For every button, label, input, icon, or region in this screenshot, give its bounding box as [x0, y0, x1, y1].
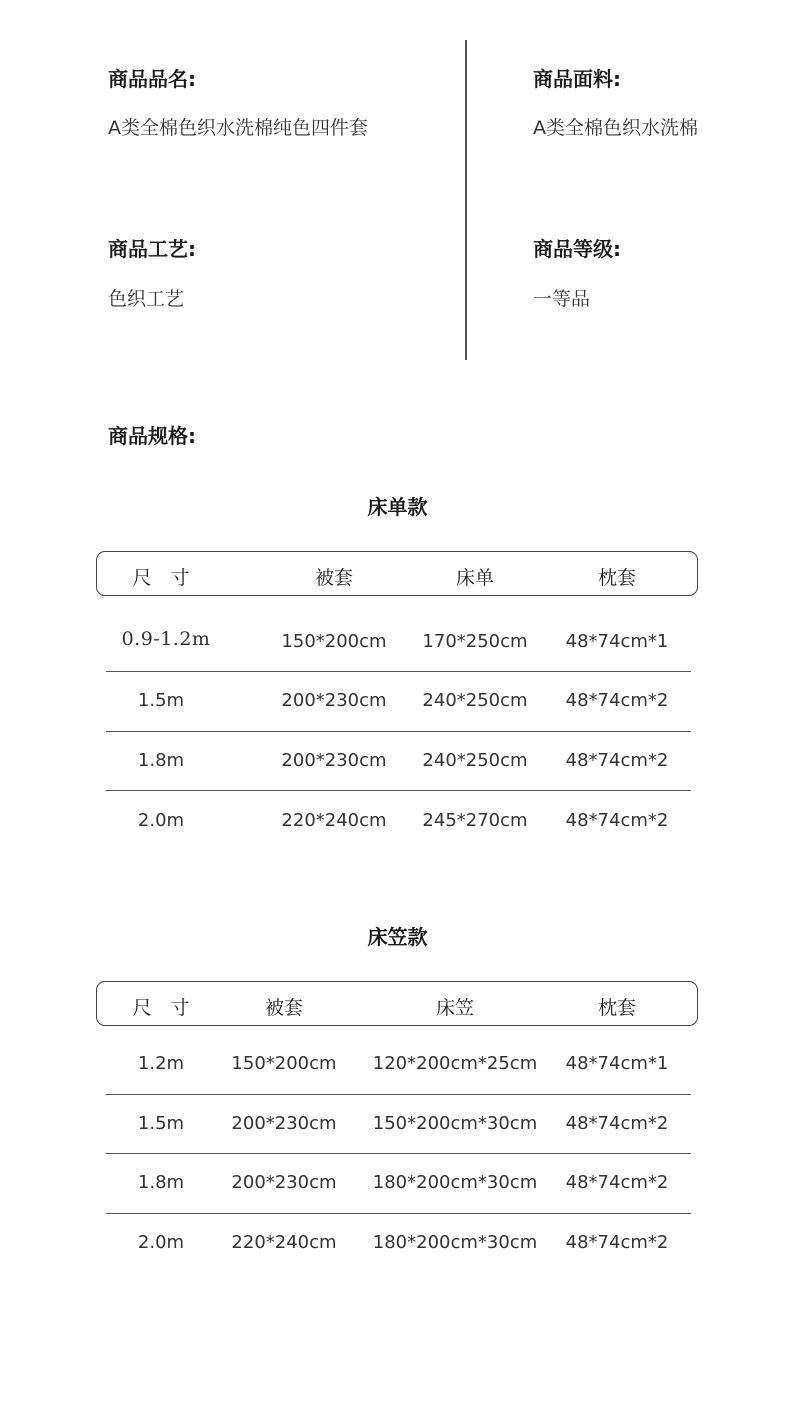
- sheet-row-2-size: 1.5m: [137, 690, 185, 711]
- sheet-row-4-pillowcase: 48*74cm*2: [565, 810, 669, 831]
- fitted-row-2-duvet: 200*230cm: [231, 1113, 337, 1134]
- sheet-row-4-duvet: 220*240cm: [281, 810, 387, 831]
- sheet-row-4-size: 2.0m: [137, 810, 185, 831]
- sheet-row-4-sheet: 245*270cm: [422, 810, 528, 831]
- sheet-row-divider: [106, 790, 691, 791]
- attributes-divider: [465, 40, 467, 360]
- sheet-table-title: 床单款: [367, 495, 428, 519]
- fitted-header-size: 尺 寸: [132, 997, 190, 1019]
- fitted-row-3-fitted: 180*200cm*30cm: [372, 1172, 538, 1193]
- sheet-row-1-duvet: 150*200cm: [281, 631, 387, 652]
- fitted-header-fitted: 床笠: [435, 997, 475, 1019]
- sheet-header-sheet: 床单: [455, 567, 495, 589]
- product-fabric-label: 商品面料:: [533, 67, 621, 91]
- product-name-label: 商品品名:: [108, 67, 196, 91]
- sheet-row-3-sheet: 240*250cm: [422, 750, 528, 771]
- sheet-header-pillowcase: 枕套: [597, 567, 637, 589]
- product-craft-label: 商品工艺:: [108, 237, 196, 261]
- fitted-row-1-size: 1.2m: [137, 1053, 185, 1074]
- sheet-header-duvet: 被套: [314, 567, 354, 589]
- fitted-row-2-fitted: 150*200cm*30cm: [372, 1113, 538, 1134]
- fitted-header-duvet: 被套: [264, 997, 304, 1019]
- fitted-row-4-size: 2.0m: [137, 1232, 185, 1253]
- sheet-row-1-sheet: 170*250cm: [422, 631, 528, 652]
- fitted-row-divider: [106, 1094, 691, 1095]
- fitted-row-1-fitted: 120*200cm*25cm: [372, 1053, 538, 1074]
- fitted-row-4-fitted: 180*200cm*30cm: [372, 1232, 538, 1253]
- fitted-row-4-duvet: 220*240cm: [231, 1232, 337, 1253]
- fitted-row-4-pillowcase: 48*74cm*2: [565, 1232, 669, 1253]
- fitted-row-1-duvet: 150*200cm: [231, 1053, 337, 1074]
- product-grade-label: 商品等级:: [533, 237, 621, 261]
- fitted-row-3-duvet: 200*230cm: [231, 1172, 337, 1193]
- fitted-row-divider: [106, 1153, 691, 1154]
- sheet-row-2-pillowcase: 48*74cm*2: [565, 690, 669, 711]
- product-craft-value: 色织工艺: [108, 288, 185, 310]
- sheet-row-1-pillowcase: 48*74cm*1: [565, 631, 669, 652]
- product-grade-value: 一等品: [533, 288, 591, 310]
- sheet-row-3-pillowcase: 48*74cm*2: [565, 750, 669, 771]
- sheet-row-3-duvet: 200*230cm: [281, 750, 387, 771]
- sheet-header-size: 尺 寸: [132, 567, 190, 589]
- fitted-row-2-size: 1.5m: [137, 1113, 185, 1134]
- fitted-row-1-pillowcase: 48*74cm*1: [565, 1053, 669, 1074]
- product-fabric-value: A类全棉色织水洗棉: [533, 117, 698, 139]
- sheet-row-2-duvet: 200*230cm: [281, 690, 387, 711]
- fitted-header-pillowcase: 枕套: [597, 997, 637, 1019]
- fitted-row-divider: [106, 1213, 691, 1214]
- sheet-row-3-size: 1.8m: [137, 750, 185, 771]
- fitted-row-3-size: 1.8m: [137, 1172, 185, 1193]
- product-spec-label: 商品规格:: [108, 424, 196, 448]
- fitted-row-2-pillowcase: 48*74cm*2: [565, 1113, 669, 1134]
- sheet-row-divider: [106, 671, 691, 672]
- sheet-row-2-sheet: 240*250cm: [422, 690, 528, 711]
- fitted-row-3-pillowcase: 48*74cm*2: [565, 1172, 669, 1193]
- sheet-row-1-size: 0.9-1.2m: [121, 628, 211, 650]
- fitted-table-title: 床笠款: [367, 925, 428, 949]
- sheet-row-divider: [106, 731, 691, 732]
- product-name-value: A类全棉色织水洗棉纯色四件套: [108, 117, 368, 139]
